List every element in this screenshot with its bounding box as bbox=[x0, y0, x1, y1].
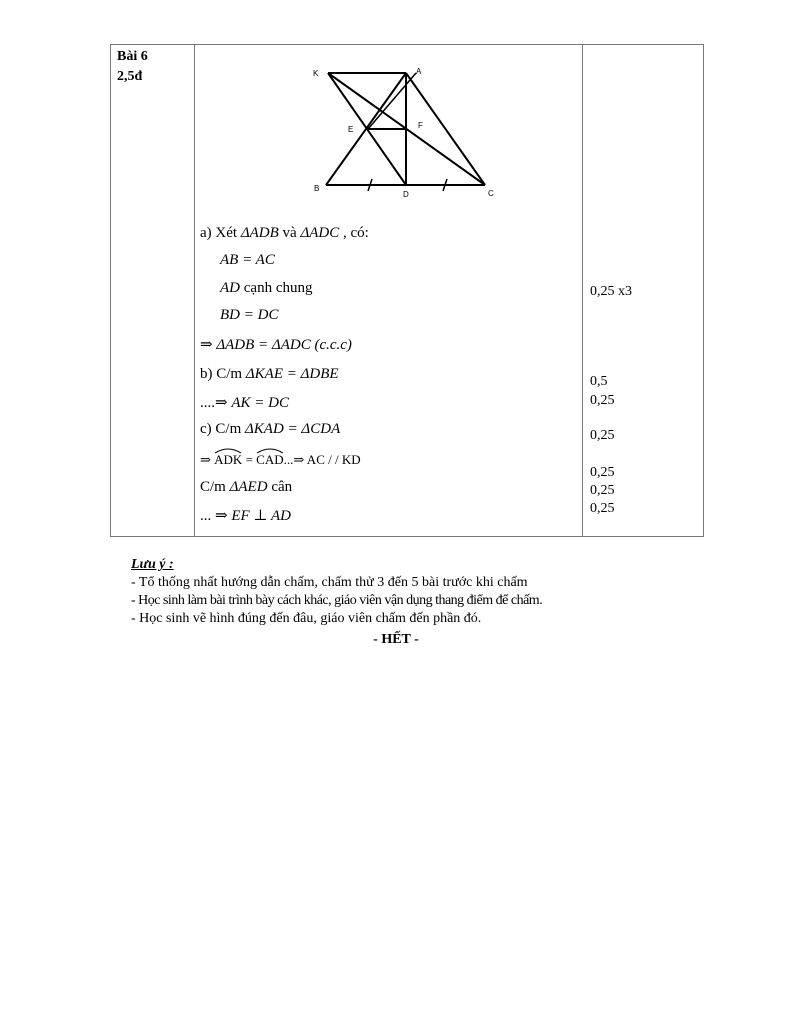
label-B: B bbox=[314, 184, 320, 193]
text: = bbox=[242, 452, 257, 467]
score-c2: 0,25 bbox=[590, 465, 615, 480]
math-expr: EF ⊥ AD bbox=[231, 508, 291, 524]
problem-header bbox=[117, 47, 148, 87]
text: cân bbox=[267, 479, 293, 495]
text: ... ⇒ bbox=[200, 508, 232, 524]
implies-symbol: ⇒ bbox=[200, 337, 217, 353]
triangle-diagram bbox=[200, 60, 500, 210]
math-expr: ΔAED bbox=[229, 479, 268, 495]
part-c-line1 bbox=[200, 421, 340, 438]
part-a-conclusion bbox=[200, 335, 352, 354]
implies-symbol: ⇒ bbox=[200, 452, 215, 467]
label-A: A bbox=[416, 67, 422, 76]
text: và bbox=[278, 225, 301, 241]
math-expr: ΔADC bbox=[300, 225, 340, 241]
math-expr: AD bbox=[220, 280, 240, 296]
text: b) C/m bbox=[200, 366, 246, 382]
part-c-line4 bbox=[200, 506, 291, 525]
arc-icon bbox=[256, 448, 284, 454]
part-a-line2 bbox=[220, 280, 312, 297]
column-divider bbox=[582, 45, 583, 536]
text: , có: bbox=[339, 225, 369, 241]
text: C/m bbox=[200, 479, 230, 495]
note-item: - Học sinh làm bài trình bày cách khác, giáo viên vận dụng thang điểm để chấm. bbox=[131, 593, 543, 608]
text: cạnh chung bbox=[240, 280, 313, 296]
note-item: - Tổ thống nhất hướng dẫn chấm, chấm thử 3 đến 5 bài trước khi chấm bbox=[131, 575, 528, 590]
text: a) Xét bbox=[200, 225, 241, 241]
text: ...⇒ AC / / KD bbox=[283, 452, 361, 467]
text: ....⇒ bbox=[200, 395, 232, 411]
score-c4: 0,25 bbox=[590, 501, 615, 516]
part-a-intro bbox=[200, 225, 369, 242]
end-marker: - HẾT - bbox=[373, 632, 419, 647]
angle-ADK bbox=[214, 452, 242, 468]
math-expr: (c.c.c) bbox=[310, 337, 352, 353]
math-expr: AK = DC bbox=[231, 395, 289, 411]
score-a: 0,25 x3 bbox=[590, 284, 632, 299]
geometry-figure bbox=[200, 60, 500, 210]
label-D: D bbox=[403, 190, 409, 199]
label-C: C bbox=[488, 189, 494, 198]
math-expr: ΔKAD = ΔCDA bbox=[245, 421, 341, 437]
angle-text: ADK bbox=[214, 452, 243, 467]
score-b1: 0,5 bbox=[590, 374, 608, 389]
label-E: E bbox=[348, 125, 354, 134]
segment-diag bbox=[368, 73, 416, 129]
column-divider bbox=[194, 45, 195, 536]
score-c1: 0,25 bbox=[590, 428, 615, 443]
part-c-line2 bbox=[200, 452, 361, 468]
notes-title: Lưu ý : bbox=[131, 557, 174, 572]
problem-title: Bài 6 bbox=[117, 49, 148, 64]
score-b2: 0,25 bbox=[590, 393, 615, 408]
part-a-line1: AB = AC bbox=[220, 252, 275, 268]
problem-points: 2,5đ bbox=[117, 69, 143, 84]
angle-text: CAD bbox=[256, 452, 284, 467]
part-c-line3 bbox=[200, 479, 292, 496]
math-expr: ΔADB = ΔADC bbox=[216, 337, 311, 353]
score-c3: 0,25 bbox=[590, 483, 615, 498]
label-K: K bbox=[313, 69, 319, 78]
part-b-line2 bbox=[200, 393, 289, 412]
text: c) C/m bbox=[200, 421, 245, 437]
arc-icon bbox=[214, 448, 242, 454]
part-b-line1 bbox=[200, 366, 339, 383]
angle-CAD bbox=[256, 452, 283, 468]
part-a-line3: BD = DC bbox=[220, 307, 279, 323]
note-item: - Học sinh vẽ hình đúng đến đâu, giáo viên chấm đến phần đó. bbox=[131, 611, 482, 626]
math-expr: ΔKAE = ΔDBE bbox=[245, 366, 339, 382]
math-expr: ΔADB bbox=[240, 225, 279, 241]
label-F: F bbox=[418, 121, 423, 130]
